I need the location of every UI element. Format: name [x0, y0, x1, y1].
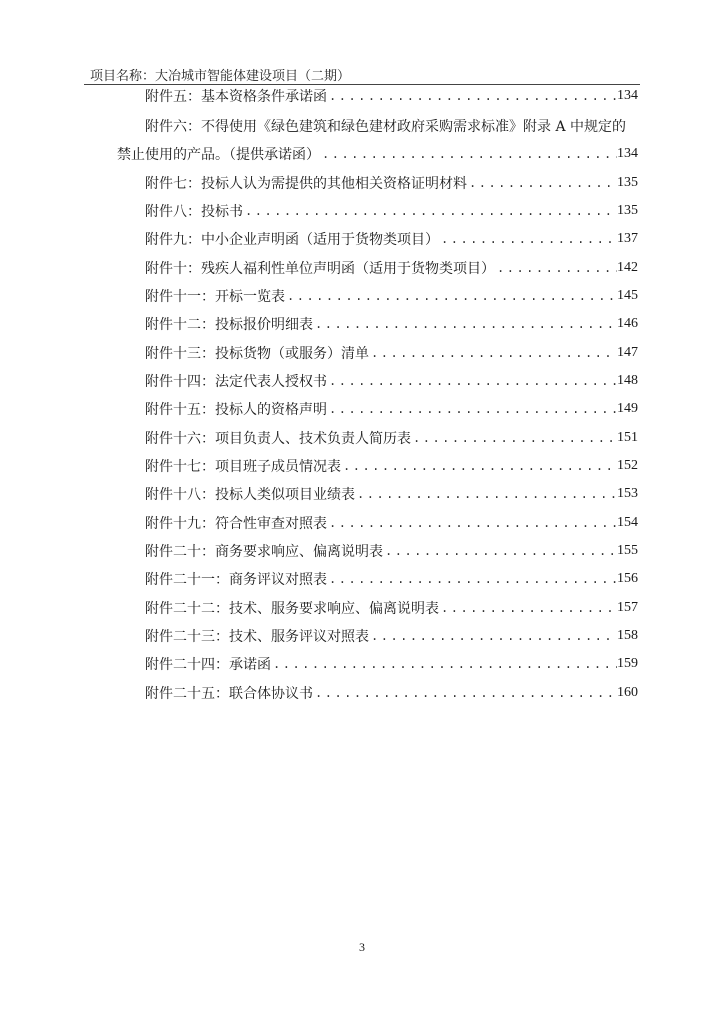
leader-dots — [327, 572, 617, 586]
toc-entry-title-line1: 附件六：不得使用《绿色建筑和绿色建材政府采购需求标准》附录 A 中规定的 — [145, 119, 627, 135]
toc-entry[interactable] — [0, 397, 724, 421]
toc-entry-page: 160 — [617, 685, 638, 700]
toc-entry[interactable] — [0, 312, 724, 336]
toc-entry[interactable] — [0, 227, 724, 251]
leader-dots — [327, 374, 617, 388]
toc-entry[interactable] — [0, 511, 724, 535]
toc-entry-title: 附件十九：符合性审查对照表 — [145, 516, 327, 532]
toc-entry-title: 附件十三：投标货物（或服务）清单 — [145, 346, 369, 362]
page-header — [84, 62, 640, 85]
toc-entry-page: 149 — [617, 401, 638, 416]
toc-entry-title: 附件十四：法定代表人授权书 — [145, 374, 327, 390]
leader-dots — [243, 204, 617, 218]
toc-entry-title-line2: 禁止使用的产品。（提供承诺函） — [117, 147, 320, 163]
toc-entry[interactable] — [0, 652, 724, 676]
toc-entry[interactable] — [0, 454, 724, 478]
leader-dots — [327, 516, 617, 530]
toc-entry[interactable] — [0, 567, 724, 591]
toc-entry[interactable] — [0, 114, 724, 138]
toc-entry[interactable] — [0, 482, 724, 506]
toc-entry-page: 156 — [617, 571, 638, 586]
toc-entry[interactable] — [0, 539, 724, 563]
toc-entry-page: 137 — [617, 231, 638, 246]
toc-entry-page: 157 — [617, 600, 638, 615]
project-name: 项目名称：大冶城市智能体建设项目（二期） — [90, 69, 351, 84]
toc-entry-page: 134 — [617, 88, 638, 103]
toc-entry-title: 附件十二：投标报价明细表 — [145, 317, 313, 333]
toc-entry[interactable] — [0, 624, 724, 648]
toc-entry-title: 附件十八：投标人类似项目业绩表 — [145, 487, 355, 503]
toc-entry-title: 附件二十二：技术、服务要求响应、偏离说明表 — [145, 601, 439, 617]
toc-entry[interactable] — [0, 681, 724, 705]
leader-dots — [285, 289, 617, 303]
toc-entry[interactable] — [0, 199, 724, 223]
toc-entry-title: 附件二十：商务要求响应、偏离说明表 — [145, 544, 383, 560]
toc-entry-title: 附件二十三：技术、服务评议对照表 — [145, 629, 369, 645]
toc-entry-page: 134 — [617, 146, 638, 161]
toc-entry-title: 附件十：残疾人福利性单位声明函（适用于货物类项目） — [145, 261, 495, 277]
leader-dots — [467, 176, 617, 190]
leader-dots — [320, 147, 617, 161]
leader-dots — [439, 232, 617, 246]
leader-dots — [327, 402, 617, 416]
toc-entry-title: 附件五：基本资格条件承诺函 — [145, 89, 327, 105]
leader-dots — [355, 487, 617, 501]
leader-dots — [313, 317, 617, 331]
toc-entry-page: 142 — [617, 260, 638, 275]
toc-entry[interactable] — [0, 171, 724, 195]
toc-entry-page: 153 — [617, 486, 638, 501]
toc-entry-page: 152 — [617, 458, 638, 473]
leader-dots — [271, 657, 617, 671]
leader-dots — [327, 89, 617, 103]
page-number: 3 — [359, 940, 365, 954]
leader-dots — [439, 601, 617, 615]
leader-dots — [495, 261, 617, 275]
toc-entry-page: 147 — [617, 345, 638, 360]
toc-entry-page: 135 — [617, 203, 638, 218]
toc-entry-page: 145 — [617, 288, 638, 303]
toc-entry[interactable] — [0, 426, 724, 450]
toc-entry-title: 附件十一：开标一览表 — [145, 289, 285, 305]
toc-entry-title: 附件二十四：承诺函 — [145, 657, 271, 673]
toc-entry[interactable] — [0, 284, 724, 308]
leader-dots — [411, 431, 617, 445]
toc-entry-page: 151 — [617, 430, 638, 445]
toc-entry[interactable] — [0, 256, 724, 280]
toc-entry-page: 154 — [617, 515, 638, 530]
leader-dots — [313, 686, 617, 700]
toc-entry-title: 附件九：中小企业声明函（适用于货物类项目） — [145, 232, 439, 248]
leader-dots — [369, 629, 617, 643]
toc-entry-continuation[interactable] — [0, 142, 724, 166]
toc-entry-page: 155 — [617, 543, 638, 558]
toc-entry-page: 159 — [617, 656, 638, 671]
leader-dots — [341, 459, 617, 473]
toc-entry-page: 148 — [617, 373, 638, 388]
toc-entry-page: 146 — [617, 316, 638, 331]
toc-entry-page: 158 — [617, 628, 638, 643]
toc-entry-title: 附件二十一：商务评议对照表 — [145, 572, 327, 588]
toc-entry[interactable] — [0, 84, 724, 108]
toc-entry-title: 附件十六：项目负责人、技术负责人简历表 — [145, 431, 411, 447]
toc-entry-title: 附件二十五：联合体协议书 — [145, 686, 313, 702]
leader-dots — [383, 544, 617, 558]
toc-entry-title: 附件十七：项目班子成员情况表 — [145, 459, 341, 475]
toc-entry[interactable] — [0, 341, 724, 365]
toc-entry-title: 附件八：投标书 — [145, 204, 243, 220]
leader-dots — [369, 346, 617, 360]
toc-entry[interactable] — [0, 596, 724, 620]
toc-entry-page: 135 — [617, 175, 638, 190]
toc-entry[interactable] — [0, 369, 724, 393]
toc-entry-title: 附件七：投标人认为需提供的其他相关资格证明材料 — [145, 176, 467, 192]
toc-entry-title: 附件十五：投标人的资格声明 — [145, 402, 327, 418]
